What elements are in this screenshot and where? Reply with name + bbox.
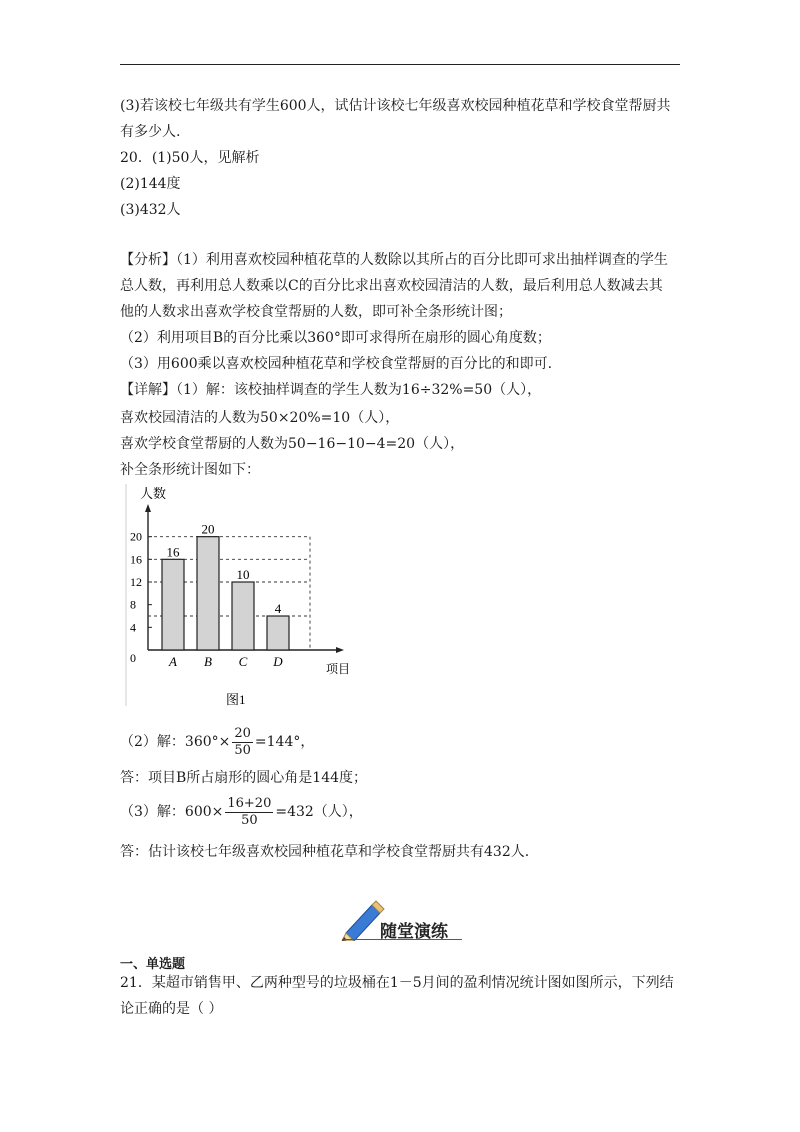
part3-fraction xyxy=(225,796,273,829)
bar-data-label: 20 xyxy=(201,521,215,537)
part3-expr-left: 600× xyxy=(184,804,224,820)
y-tick-label: 16 xyxy=(130,552,142,567)
x-tick-label: B xyxy=(204,654,212,669)
analysis-line: （3）用600乘以喜欢校园种植花草和学校食堂帮厨的百分比的和即可. xyxy=(120,356,553,372)
x-axis-arrow-icon xyxy=(336,647,344,653)
section-heading: 一、单选题 xyxy=(120,957,186,972)
y-tick-label: 8 xyxy=(130,597,136,612)
analysis-line: 他的人数求出喜欢学校食堂帮厨的人数，即可补全条形统计图； xyxy=(120,304,512,320)
question-line: 有多少人. xyxy=(120,124,181,140)
detail-line: 喜欢校园清洁的人数为50×20%=10（人）， xyxy=(120,410,400,426)
bar-D xyxy=(267,616,289,650)
part2-answer: 答：项目B所占扇形的圆心角是144度； xyxy=(120,770,368,786)
chart-caption: 图1 xyxy=(226,692,246,707)
y-axis-label: 人数 xyxy=(140,486,167,501)
x-tick-label: D xyxy=(273,654,283,669)
part3-prefix: （3）解： xyxy=(120,804,185,820)
y-tick-label: 20 xyxy=(130,529,142,544)
question-21-line: 21．某超市销售甲、乙两种型号的垃圾桶在1－5月间的盈利情况统计图如图所示，下列结 xyxy=(120,975,674,991)
analysis-line: 【分析】（1）利用喜欢校园种植花草的人数除以其所占的百分比即可求出抽样调查的学生 xyxy=(120,252,668,268)
bar-data-label: 16 xyxy=(166,544,180,560)
detail-line: 【详解】（1）解：该校抽样调查的学生人数为16÷32%=50（人）， xyxy=(120,382,542,398)
fraction-numerator: 20 xyxy=(234,725,251,741)
part3-line xyxy=(120,794,363,830)
bar-data-label: 10 xyxy=(236,567,250,582)
part3-expr-right: =432（人）， xyxy=(275,804,363,820)
fraction-denominator: 50 xyxy=(234,742,251,758)
detail-line: 喜欢学校食堂帮厨的人数为50−16−10−4=20（人）， xyxy=(120,436,465,452)
bar-data-label: 4 xyxy=(274,601,282,616)
badge-title: 随堂演练 xyxy=(380,922,448,942)
analysis-line: 总人数，再利用总人数乘以C的百分比求出喜欢校园清洁的人数，最后利用总人数减去其 xyxy=(120,278,663,294)
x-tick-label: A xyxy=(169,654,177,669)
bar-B xyxy=(197,537,219,650)
answer-line: (3)432人 xyxy=(120,202,181,218)
analysis-line: （2）利用项目B的百分比乘以360°即可求得所在扇形的圆心角度数； xyxy=(120,330,551,346)
section-badge xyxy=(336,895,466,945)
y-tick-label: 0 xyxy=(130,651,136,665)
part2-expr-left: 360°× xyxy=(184,734,231,750)
question-21-line: 论正确的是（ ） xyxy=(120,1001,223,1017)
y-tick-label: 12 xyxy=(130,575,142,589)
part2-line xyxy=(120,724,314,760)
y-tick-label: 4 xyxy=(130,620,136,635)
y-axis-arrow-icon xyxy=(145,504,151,512)
part2-expr-right: =144°， xyxy=(254,734,315,750)
x-tick-label: C xyxy=(238,654,248,669)
pencil-icon xyxy=(338,895,386,941)
answer-line: 20．(1)50人，见解析 xyxy=(120,150,260,166)
fraction-denominator: 50 xyxy=(241,812,258,828)
header-rule xyxy=(120,64,680,65)
x-axis-label: 项目 xyxy=(326,662,351,676)
question-line: (3)若该校七年级共有学生600人，试估计该校七年级喜欢校园种植花草和学校食堂帮厨共 xyxy=(120,98,671,114)
bar-chart xyxy=(118,478,368,710)
bar-A xyxy=(162,559,184,650)
answer-line: (2)144度 xyxy=(120,176,181,192)
fraction-numerator: 16+20 xyxy=(227,795,272,811)
badge-underline xyxy=(342,939,462,940)
part3-answer: 答：估计该校七年级喜欢校园种植花草和学校食堂帮厨共有432人. xyxy=(120,844,530,860)
bar-C xyxy=(232,582,254,650)
detail-line: 补全条形统计图如下： xyxy=(120,462,260,478)
part2-prefix: （2）解： xyxy=(120,734,185,750)
part2-fraction xyxy=(232,726,253,759)
